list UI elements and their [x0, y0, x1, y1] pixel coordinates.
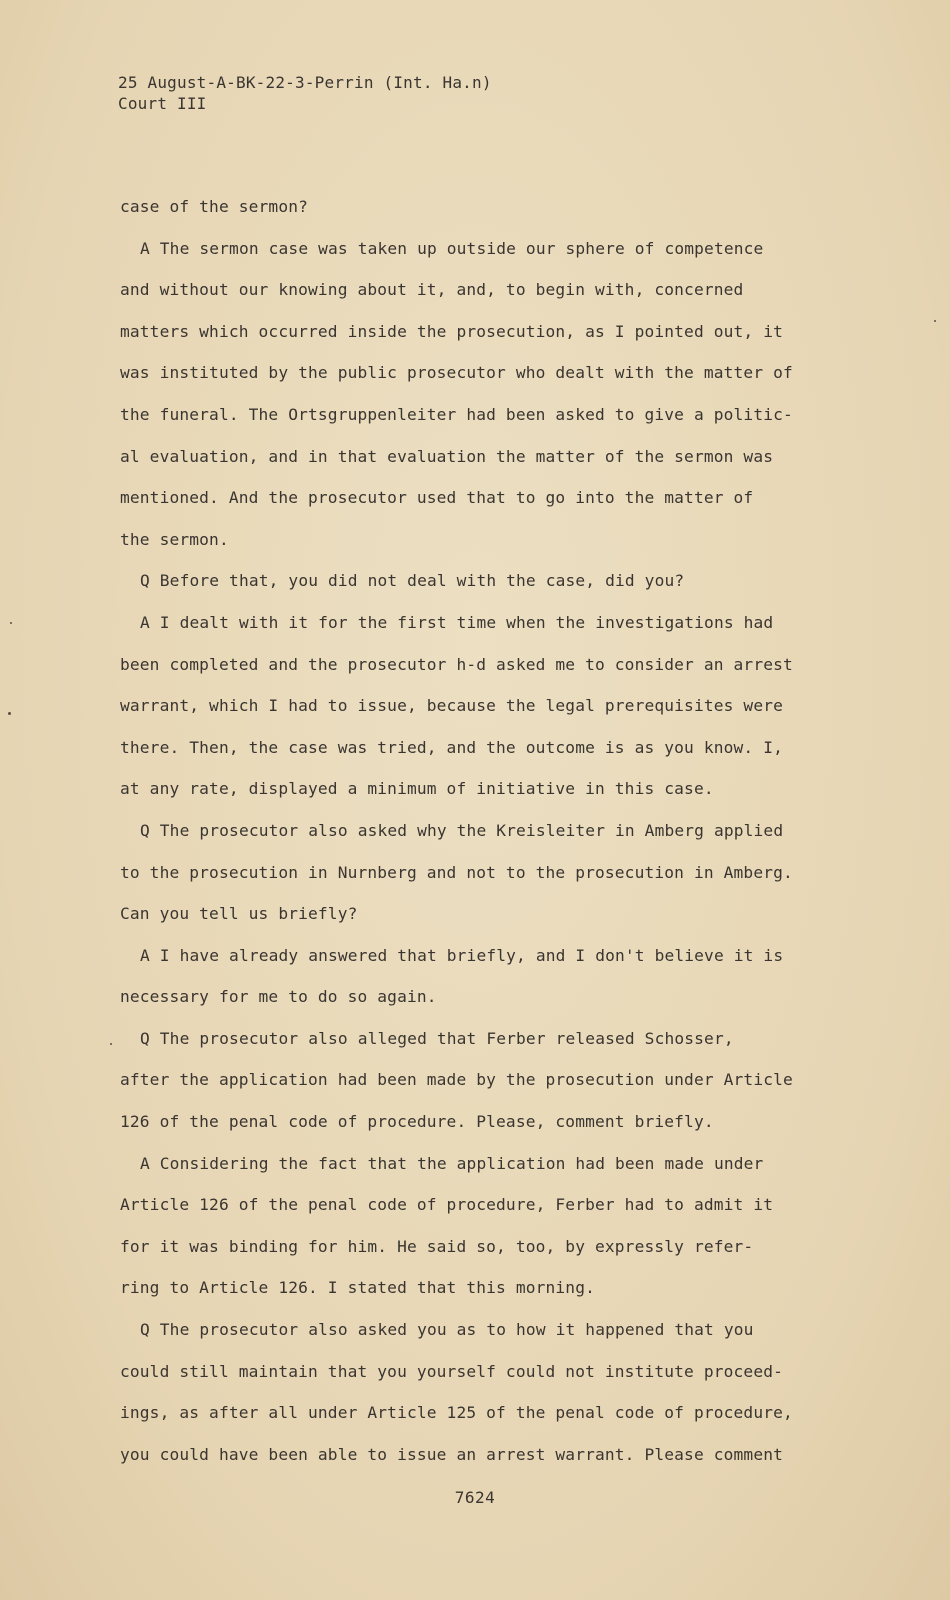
header-line-2: Court III — [118, 94, 207, 113]
text-line: Q The prosecutor also asked why the Kreisleiter in Amberg applied — [140, 820, 784, 840]
text-line: Article 126 of the penal code of procedure, Ferber had to admit it — [120, 1195, 774, 1215]
text-line: Q Before that, you did not deal with the case, did you? — [140, 571, 685, 591]
text-line: been completed and the prosecutor h-d asked me to consider an arrest — [120, 654, 793, 674]
text-line: Q The prosecutor also asked you as to how it happened that you — [140, 1320, 754, 1340]
text-line: A Considering the fact that the application had been made under — [140, 1153, 764, 1173]
text-line: A I dealt with it for the first time when the investigations had — [140, 612, 774, 632]
text-line: you could have been able to issue an arrest warrant. Please comment — [120, 1444, 784, 1464]
text-line: mentioned. And the prosecutor used that to go into the matter of — [120, 488, 754, 508]
paper-speck — [110, 1043, 112, 1045]
text-line: case of the sermon? — [120, 197, 309, 216]
text-line: was instituted by the public prosecutor who dealt with the matter of — [120, 363, 793, 383]
text-line: warrant, which I had to issue, because the legal prerequisites were — [120, 696, 784, 716]
text-line: the sermon. — [120, 529, 229, 549]
text-line: could still maintain that you yourself could not institute proceed- — [120, 1361, 784, 1381]
text-line: ring to Article 126. I stated that this morning. — [120, 1278, 595, 1298]
text-line: Can you tell us briefly? — [120, 904, 358, 924]
text-line: there. Then, the case was tried, and the outcome is as you know. I, — [120, 737, 784, 757]
text-line: ings, as after all under Article 125 of the penal code of procedure, — [120, 1403, 793, 1423]
transcript-body — [120, 192, 850, 1481]
page-number: 7624 — [454, 1488, 496, 1507]
text-line: A I have already answered that briefly, and I don't believe it is — [140, 945, 784, 965]
text-line: and without our knowing about it, and, to begin with, concerned — [120, 280, 744, 300]
text-line: 126 of the penal code of procedure. Please, comment briefly. — [120, 1112, 714, 1132]
text-line: matters which occurred inside the prosecution, as I pointed out, it — [120, 321, 784, 341]
header-line-1: 25 August-A-BK-22-3-Perrin (Int. Ha.n) — [118, 73, 492, 92]
paper-speck — [934, 320, 936, 322]
text-line: the funeral. The Ortsgruppenleiter had been asked to give a politic- — [120, 404, 793, 424]
paper-speck — [10, 622, 12, 624]
document-header — [118, 72, 492, 114]
text-line: A The sermon case was taken up outside our sphere of competence — [140, 238, 764, 258]
text-line: after the application had been made by the prosecution under Article — [120, 1070, 793, 1090]
text-line: at any rate, displayed a minimum of initiative in this case. — [120, 779, 714, 799]
text-line: Q The prosecutor also alleged that Ferber released Schosser, — [140, 1028, 734, 1048]
text-line: al evaluation, and in that evaluation the matter of the sermon was — [120, 446, 774, 466]
text-line: for it was binding for him. He said so, too, by expressly refer- — [120, 1236, 754, 1256]
paper-speck — [8, 712, 11, 715]
text-line: necessary for me to do so again. — [120, 987, 437, 1007]
text-line: to the prosecution in Nurnberg and not to the prosecution in Amberg. — [120, 862, 793, 882]
